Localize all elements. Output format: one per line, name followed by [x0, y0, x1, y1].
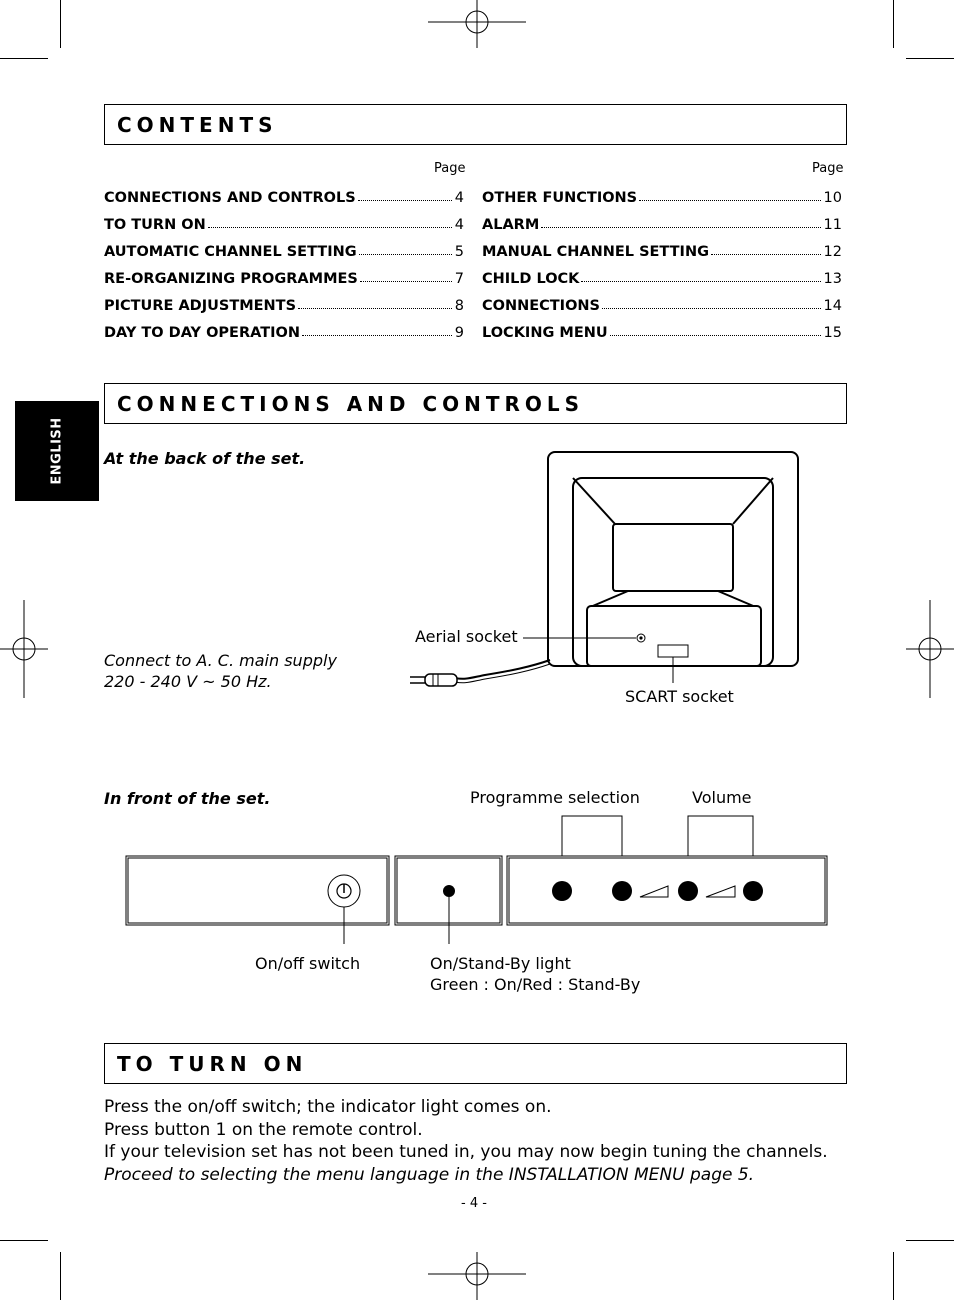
toc-entry-page: 9 [454, 325, 464, 341]
volume-label: Volume [692, 788, 752, 807]
toc-entry-page: 5 [454, 244, 464, 260]
turn-on-header [104, 1043, 847, 1084]
aerial-socket-label: Aerial socket [415, 627, 518, 646]
scart-socket-label: SCART socket [625, 687, 734, 706]
toc-entry-page: 12 [823, 244, 842, 260]
turn-on-title: TO TURN ON [117, 1052, 308, 1076]
toc-entry[interactable] [482, 321, 842, 341]
toc-entry-title: RE-ORGANIZING PROGRAMMES [104, 271, 358, 287]
registration-mark-icon [906, 600, 954, 698]
toc-entry[interactable] [482, 186, 842, 206]
back-heading: At the back of the set. [104, 449, 306, 468]
toc-entry-title: TO TURN ON [104, 217, 206, 233]
connections-header [104, 383, 847, 424]
toc-leader [610, 335, 821, 336]
toc-entry-title: DAY TO DAY OPERATION [104, 325, 300, 341]
toc-entry[interactable] [482, 213, 842, 233]
toc-entry-page: 10 [823, 190, 842, 206]
toc-entry-page: 14 [823, 298, 842, 314]
toc-entry[interactable] [104, 186, 464, 206]
programme-down-button-icon [552, 881, 572, 901]
mains-supply-line2: 220 - 240 V ~ 50 Hz. [104, 672, 272, 691]
toc-entry[interactable] [104, 321, 464, 341]
standby-light-colors: Green : On/Red : Stand-By [430, 975, 641, 994]
contents-title: CONTENTS [117, 113, 278, 137]
toc-entry[interactable] [104, 213, 464, 233]
toc-entry-title: ALARM [482, 217, 540, 233]
toc-leader [711, 254, 821, 255]
toc-entry-title: PICTURE ADJUSTMENTS [104, 298, 297, 314]
crop-mark [906, 1240, 954, 1241]
toc-leader [208, 227, 452, 228]
contents-header [104, 104, 847, 145]
toc-entry-page: 15 [823, 325, 842, 341]
scart-socket-icon [658, 645, 688, 657]
toc-entry-page: 4 [454, 190, 464, 206]
front-heading: In front of the set. [104, 789, 271, 808]
toc-page-header-left: Page [434, 161, 466, 176]
toc-entry[interactable] [482, 240, 842, 260]
toc-entry-title: CONNECTIONS AND CONTROLS [104, 190, 356, 206]
toc-leader [358, 200, 452, 201]
programme-up-button-icon [612, 881, 632, 901]
registration-mark-icon [428, 0, 526, 48]
language-label: ENGLISH [49, 417, 65, 485]
toc-page-header-right: Page [812, 161, 844, 176]
turn-on-line: If your television set has not been tuned in, you may now begin tuning the channels. [104, 1142, 828, 1162]
turn-on-line: Press the on/off switch; the indicator light comes on. [104, 1097, 552, 1117]
toc-entry-page: 7 [454, 271, 464, 287]
mains-supply-line1: Connect to A. C. main supply [104, 651, 337, 670]
toc-entry-title: AUTOMATIC CHANNEL SETTING [104, 244, 357, 260]
standby-light-icon [443, 885, 455, 897]
crop-mark [60, 0, 61, 48]
crop-mark [893, 1252, 894, 1300]
power-button-icon [328, 875, 360, 907]
standby-light-label: On/Stand-By light [430, 954, 571, 973]
crop-mark [893, 0, 894, 48]
toc-leader [581, 281, 820, 282]
toc-leader [360, 281, 452, 282]
toc-entry[interactable] [104, 267, 464, 287]
toc-entry[interactable] [482, 267, 842, 287]
front-panel-illustration [120, 810, 835, 950]
toc-leader [359, 254, 452, 255]
language-tab [15, 401, 99, 501]
crop-mark [906, 58, 954, 59]
programme-selection-label: Programme selection [470, 788, 640, 807]
aerial-socket-icon [637, 634, 645, 642]
toc-entry-title: OTHER FUNCTIONS [482, 190, 638, 206]
registration-mark-icon [428, 1252, 526, 1300]
mains-plug-icon [410, 660, 550, 686]
crop-mark [0, 1240, 48, 1241]
toc-entry-page: 4 [454, 217, 464, 233]
onoff-switch-label: On/off switch [255, 954, 361, 973]
page-number: - 4 - [461, 1196, 487, 1211]
toc-leader [602, 308, 821, 309]
volume-down-button-icon [678, 881, 698, 901]
toc-entry[interactable] [482, 294, 842, 314]
toc-entry[interactable] [104, 240, 464, 260]
turn-on-note: Proceed to selecting the menu language in the INSTALLATION MENU page 5. [104, 1165, 755, 1185]
volume-up-button-icon [743, 881, 763, 901]
toc-entry-page: 8 [454, 298, 464, 314]
crop-mark [0, 58, 48, 59]
tv-back-illustration [400, 445, 820, 695]
toc-entry-title: CHILD LOCK [482, 271, 580, 287]
toc-entry-page: 13 [823, 271, 842, 287]
toc-entry[interactable] [104, 294, 464, 314]
toc-entry-title: LOCKING MENU [482, 325, 608, 341]
toc-leader [541, 227, 820, 228]
toc-leader [639, 200, 820, 201]
toc-entry-title: MANUAL CHANNEL SETTING [482, 244, 709, 260]
registration-mark-icon [0, 600, 48, 698]
connections-title: CONNECTIONS AND CONTROLS [117, 392, 585, 416]
crop-mark [60, 1252, 61, 1300]
toc-entry-page: 11 [823, 217, 842, 233]
toc-entry-title: CONNECTIONS [482, 298, 600, 314]
toc-leader [298, 308, 452, 309]
turn-on-line: Press button 1 on the remote control. [104, 1120, 423, 1140]
toc-leader [302, 335, 452, 336]
